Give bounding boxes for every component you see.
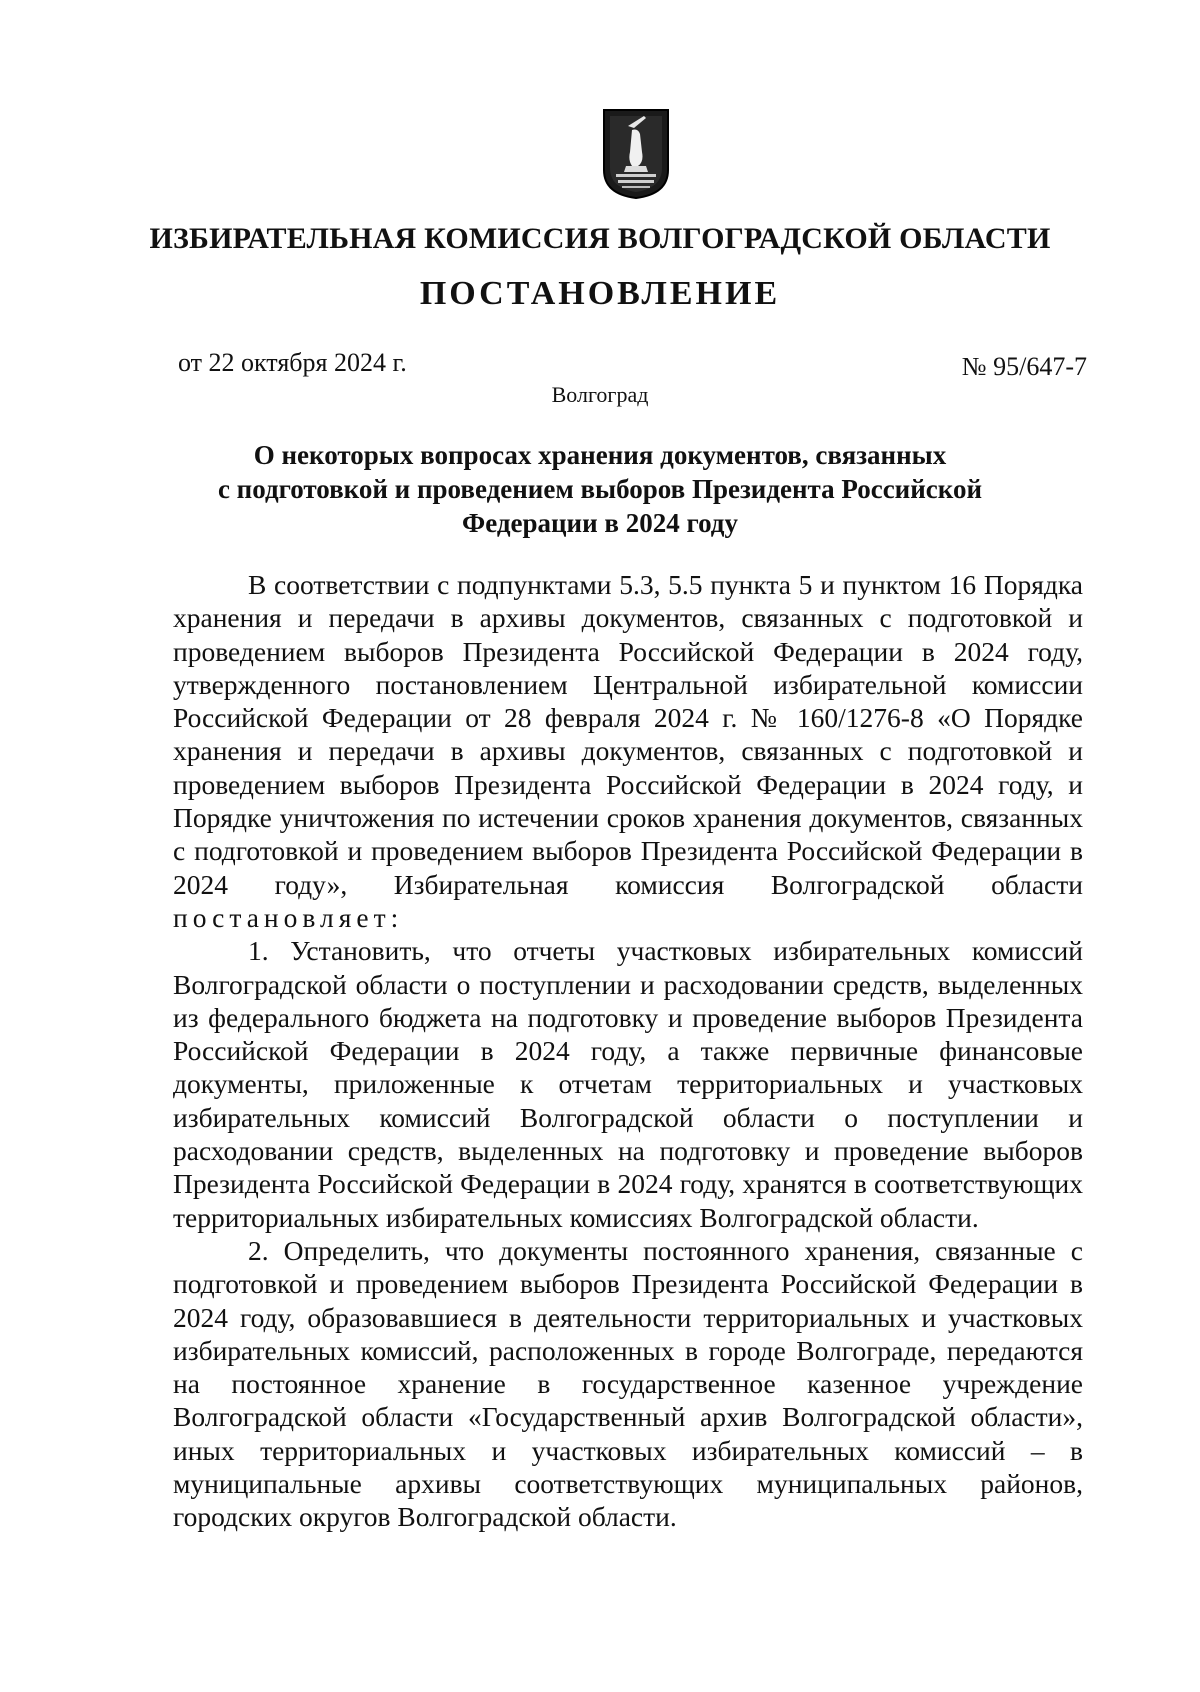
- preamble-text: В соответствии с подпунктами 5.3, 5.5 пункта 5 и пунктом 16 Порядка хранения и передачи в архивы документов, связанных с подготовкой и проведением выборов Президента Российской Федерации в 2024 году, утвержденного постановлением Центральной избирательной комиссии Российской Федерации от 28 февраля 2024 г. № 160/1276-8 «О Порядке хранения и передачи в архивы документов, связанных с подготовкой и проведением выборов Президента Российской Федерации в 2024 году, и Порядке уничтожения по истечении сроков хранения документов, связанных с подготовкой и проведением выборов Президента Российской Федерации в 2024 году», Избирательная комиссия Волгоградской области: [173, 569, 1083, 900]
- document-subject: [160, 438, 1040, 540]
- coat-of-arms-icon: [602, 108, 670, 200]
- document-number: № 95/647-7: [961, 352, 1087, 381]
- item-paragraph-1: 1. Установить, что отчеты участковых избирательных комиссий Волгоградской области о поступлении и расходовании средств, выделенных из федерального бюджета на подготовку и проведение выборов Президента Российской Федерации в 2024 году, а также первичные финансовые документы, приложенные к отчетам территориальных и участковых избирательных комиссий Волгоградской области о поступлении и расходовании средств, выделенных на подготовку и проведение выборов Президента Российской Федерации в 2024 году, хранятся в соответствующих территориальных избирательных комиссиях Волгоградской области.: [173, 935, 1083, 1233]
- resolves-word: постановляет:: [173, 901, 404, 933]
- document-date: от 22 октября 2024 г.: [178, 348, 407, 377]
- item-paragraph-2: 2. Определить, что документы постоянного хранения, связанные с подготовкой и проведением выборов Президента Российской Федерации в 2024 году, образовавшиеся в деятельности территориальных и участковых избирательных комиссий, расположенных в городе Волгограде, передаются на постоянное хранение в государственное казенное учреждение Волгоградской области «Государственный архив Волгоградской области», иных территориальных и участковых избирательных комиссий – в муниципальные архивы соответствующих муниципальных районов, городских округов Волгоградской области.: [173, 1234, 1083, 1533]
- document-type: ПОСТАНОВЛЕНИЕ: [419, 275, 781, 312]
- organization-title: ИЗБИРАТЕЛЬНАЯ КОМИССИЯ ВОЛГОГРАДСКОЙ ОБЛАСТИ: [149, 222, 1051, 255]
- preamble-paragraph: [173, 568, 1083, 934]
- document-city: Волгоград: [551, 382, 649, 407]
- subject-line: О некоторых вопросах хранения документов, связанных: [253, 440, 947, 470]
- subject-line: Федерации в 2024 году: [462, 508, 738, 538]
- document-body: [173, 568, 1083, 1534]
- subject-line: с подготовкой и проведением выборов Президента Российской: [217, 474, 983, 504]
